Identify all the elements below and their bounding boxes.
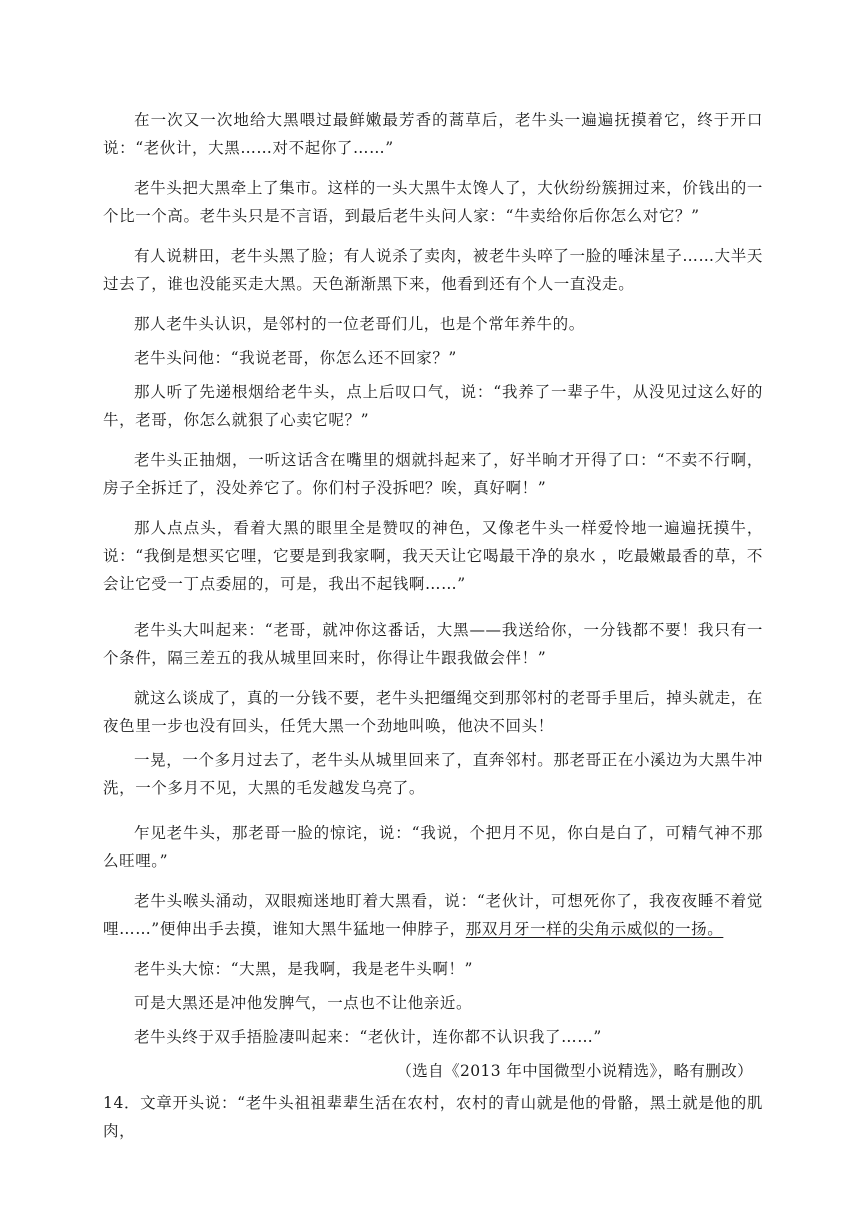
question-14: 14．文章开头说：“老牛头祖祖辈辈生活在农村，农村的青山就是他的骨骼，黑土就是他的肌肉，: [103, 1094, 763, 1140]
story-paragraph-13: [103, 887, 763, 943]
story-paragraph-16: 老牛头终于双手捂脸凄叫起来：“老伙计，连你都不认识我了……”: [134, 1028, 602, 1046]
underlined-sentence: 那双月牙一样的尖角示威似的一扬。: [465, 920, 724, 938]
paragraph-13-text: 老牛头喉头涌动，双眼痴迷地盯着大黑看，说：“老伙计，可想死你了，我夜夜睡不着觉哩……”便伸出手去摸，谁知大黑牛猛地一伸脖子，: [103, 892, 763, 938]
story-paragraph-8: 那人点点头，看着大黑的眼里全是赞叹的神色，又像老牛头一样爱怜地一遍遍抚摸牛，说：“我倒是想买它哩，它要是到我家啊，我天天让它喝最干净的泉水 ，吃最嫩最香的草，不会让它受一丁点委屈的，可是，我出不起钱啊……”: [103, 519, 763, 593]
story-paragraph-7: 老牛头正抽烟，一听这话含在嘴里的烟就抖起来了，好半晌才开得了口：“不卖不行啊，房子全拆迁了，没处养它了。你们村子没拆吧？唉，真好啊！”: [103, 451, 763, 497]
source-citation: （选自《2013 年中国微型小说精选》，略有删改）: [396, 1062, 753, 1080]
story-paragraph-4: 那人老牛头认识，是邻村的一位老哥们儿，也是个常年养牛的。: [134, 315, 585, 333]
story-paragraph-9: 老牛头大叫起来：“老哥，就冲你这番话，大黑——我送给你，一分钱都不要！我只有一个条件，隔三差五的我从城里回来时，你得让牛跟我做会伴！”: [103, 621, 763, 667]
story-paragraph-14: 老牛头大惊：“大黑，是我啊，我是老牛头啊！”: [134, 960, 474, 978]
story-paragraph-15: 可是大黑还是冲他发脾气，一点也不让他亲近。: [134, 994, 473, 1012]
story-paragraph-11: 一晃，一个多月过去了，老牛头从城里回来了，直奔邻村。那老哥正在小溪边为大黑牛冲洗，一个多月不见，大黑的毛发越发乌亮了。: [103, 751, 763, 797]
story-paragraph-5: 老牛头问他：“我说老哥，你怎么还不回家？”: [134, 349, 457, 367]
story-paragraph-1: 在一次又一次地给大黑喂过最鲜嫩最芳香的蒿草后，老牛头一遍遍抚摸着它，终于开口说：“老伙计，大黑……对不起你了……”: [103, 111, 763, 157]
story-paragraph-2: 老牛头把大黑牵上了集市。这样的一头大黑牛太馋人了，大伙纷纷簇拥过来，价钱出的一个比一个高。老牛头只是不言语，到最后老牛头问人家：“牛卖给你后你怎么对它？”: [103, 179, 763, 225]
story-paragraph-10: 就这么谈成了，真的一分钱不要，老牛头把缰绳交到那邻村的老哥手里后，掉头就走，在夜色里一步也没有回头，任凭大黑一个劲地叫唤，他决不回头！: [103, 689, 763, 735]
story-paragraph-3: 有人说耕田，老牛头黑了脸；有人说杀了卖肉，被老牛头啐了一脸的唾沫星子……大半天过去了，谁也没能买走大黑。天色渐渐黑下来，他看到还有个人一直没走。: [103, 247, 763, 293]
story-paragraph-6: 那人听了先递根烟给老牛头，点上后叹口气，说：“我养了一辈子牛，从没见过这么好的牛，老哥，你怎么就狠了心卖它呢？”: [103, 383, 763, 429]
story-paragraph-12: 乍见老牛头，那老哥一脸的惊诧，说：“我说，个把月不见，你白是白了，可精气神不那么旺哩。”: [103, 824, 763, 870]
